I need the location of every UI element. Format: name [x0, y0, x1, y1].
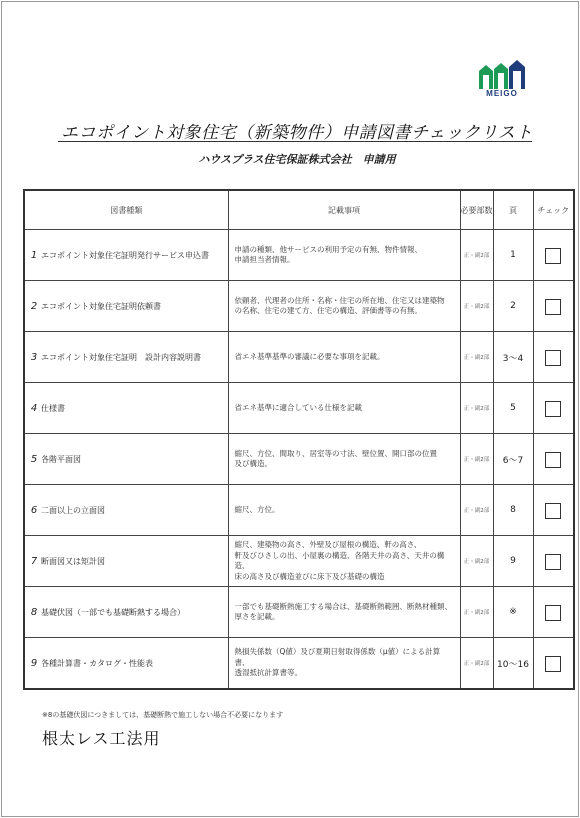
title-underline: [58, 141, 532, 142]
required-copies-cell: 正・副2部: [460, 230, 493, 281]
doc-type-label: エコポイント対象住宅証明 設計内容説明書: [41, 352, 201, 362]
table-row: [24, 230, 574, 281]
required-copies-cell: 正・副2部: [460, 536, 493, 587]
check-box[interactable]: [545, 503, 561, 519]
description-line: 依頼者、代理者の住所・名称・住宅の所在地、住宅又は建築物: [234, 295, 445, 305]
page-cell: 3～4: [493, 332, 533, 383]
table-row: [24, 536, 574, 587]
table-header-row: [24, 190, 574, 230]
header-page: 頁: [493, 190, 533, 230]
header-doc-type: 図書種類: [24, 190, 228, 230]
description-line: 厚さを記載。: [234, 612, 280, 621]
check-cell: [533, 230, 574, 281]
required-copies-cell: 正・副2部: [460, 638, 493, 690]
header-required-copies: 必要部数: [460, 190, 493, 230]
page-subtitle: ハウスプラス住宅保証株式会社 申請用: [198, 153, 396, 166]
check-box[interactable]: [545, 452, 561, 468]
checklist-table: [23, 189, 575, 690]
check-cell: [533, 485, 574, 536]
description-line: 縮尺、方位。: [234, 504, 280, 514]
doc-type-label: 仕様書: [41, 403, 65, 413]
doc-type-label: 各種計算書・カタログ・性能表: [41, 658, 153, 668]
page-cell: 6～7: [493, 434, 533, 485]
description-line: 縮尺、建築物の高さ、外壁及び屋根の構造、軒の高さ、: [234, 540, 422, 549]
table-row: [24, 383, 574, 434]
required-copies-cell: 正・副2部: [460, 485, 493, 536]
description-cell: [228, 281, 460, 332]
doc-type-cell: [24, 587, 228, 638]
page-title: エコポイント対象住宅（新築物件）申請図書チェックリスト: [61, 123, 533, 143]
required-copies-cell: 正・副2部: [460, 587, 493, 638]
page-cell: 5: [493, 383, 533, 434]
doc-type-label: エコポイント対象住宅証明依頼書: [41, 301, 161, 311]
page-cell: 1: [493, 230, 533, 281]
check-cell: [533, 281, 574, 332]
description-cell: [228, 383, 460, 434]
description-line: 床の高さ及び構造並びに床下及び基礎の構造: [234, 571, 385, 581]
description-cell: [228, 536, 460, 587]
doc-type-label: エコポイント対象住宅証明発行サービス申込書: [41, 250, 209, 260]
row-number: 9: [30, 657, 38, 669]
row-number: 7: [30, 555, 38, 567]
check-box[interactable]: [545, 656, 561, 672]
header-description: 記載事項: [228, 190, 460, 230]
description-cell: [228, 485, 460, 536]
description-line: 縮尺、方位、間取り、居室等の寸法、壁位置、開口部の位置: [234, 448, 437, 458]
description-line: 及び構造。: [234, 459, 272, 468]
description-line: 一部でも基礎断熱施工する場合は、基礎断熱範囲、断熱材種類、: [234, 601, 452, 611]
document-page: [1, 1, 579, 817]
description-line: 省エネ基準に適合している仕様を記載: [234, 402, 362, 412]
required-copies-cell: 正・副2部: [460, 383, 493, 434]
description-line: 軒及びひさしの出、小屋裏の構造、各階天井の高さ、天井の構: [234, 550, 445, 560]
table-row: [24, 638, 574, 690]
header-check: チェック: [533, 190, 574, 230]
check-box[interactable]: [545, 554, 561, 570]
doc-type-label: 各階平面図: [41, 454, 81, 464]
check-cell: [533, 536, 574, 587]
description-line: 熱損失係数（Q値）及び夏期日射取得係数（μ値）による計算書、: [234, 647, 441, 667]
doc-type-cell: [24, 281, 228, 332]
check-cell: [533, 587, 574, 638]
description-line: の名称、住宅の建て方、住宅の構造、評価書等の有無。: [234, 306, 422, 315]
row-number: 1: [30, 249, 38, 261]
page-cell: 2: [493, 281, 533, 332]
check-box[interactable]: [545, 401, 561, 417]
description-line: 透湿抵抗計算書等。: [234, 668, 302, 678]
description-cell: [228, 332, 460, 383]
description-cell: [228, 230, 460, 281]
table-row: [24, 434, 574, 485]
table-row: [24, 281, 574, 332]
footnote: ※8の基礎伏図につきましては、基礎断熱で施工しない場合不必要になります: [42, 711, 284, 719]
description-line: 申請担当者情報。: [234, 255, 295, 264]
doc-type-label: 基礎伏図（一部でも基礎断熱する場合）: [41, 607, 185, 617]
page-cell: 10～16: [493, 638, 533, 690]
description-line: 申請の種類、他サービスの利用予定の有無、物件情報、: [234, 244, 422, 254]
doc-type-cell: [24, 638, 228, 690]
construction-method: 根太レス工法用: [42, 729, 161, 748]
check-box[interactable]: [545, 350, 561, 366]
description-line: 省エネ基準基準の審議に必要な事項を記載。: [234, 351, 385, 361]
description-cell: [228, 638, 460, 690]
doc-type-cell: [24, 230, 228, 281]
page-cell: 8: [493, 485, 533, 536]
table-row: [24, 485, 574, 536]
page-cell: 9: [493, 536, 533, 587]
row-number: 8: [30, 606, 38, 618]
description-cell: [228, 434, 460, 485]
row-number: 4: [30, 402, 38, 414]
doc-type-cell: [24, 536, 228, 587]
required-copies-cell: 正・副2部: [460, 332, 493, 383]
page-cell: ※: [493, 587, 533, 638]
doc-type-cell: [24, 485, 228, 536]
checklist-body: [24, 230, 574, 690]
check-cell: [533, 383, 574, 434]
doc-type-label: 断面図又は矩計図: [41, 556, 105, 566]
meigo-logo: [477, 59, 527, 101]
doc-type-cell: [24, 434, 228, 485]
check-cell: [533, 434, 574, 485]
logo-text: MEIGO: [486, 89, 518, 98]
house-logo-icon: [477, 59, 527, 89]
check-cell: [533, 332, 574, 383]
check-cell: [533, 638, 574, 690]
doc-type-cell: [24, 332, 228, 383]
table-row: [24, 332, 574, 383]
table-row: [24, 587, 574, 638]
description-line: 造、: [234, 561, 250, 570]
check-box[interactable]: [545, 605, 561, 621]
row-number: 3: [30, 351, 38, 363]
doc-type-cell: [24, 383, 228, 434]
doc-type-label: 二面以上の立面図: [41, 505, 105, 515]
required-copies-cell: 正・副2部: [460, 281, 493, 332]
check-box[interactable]: [545, 248, 561, 264]
row-number: 6: [30, 504, 38, 516]
required-copies-cell: 正・副2部: [460, 434, 493, 485]
check-box[interactable]: [545, 299, 561, 315]
row-number: 2: [30, 300, 38, 312]
row-number: 5: [30, 453, 38, 465]
description-cell: [228, 587, 460, 638]
